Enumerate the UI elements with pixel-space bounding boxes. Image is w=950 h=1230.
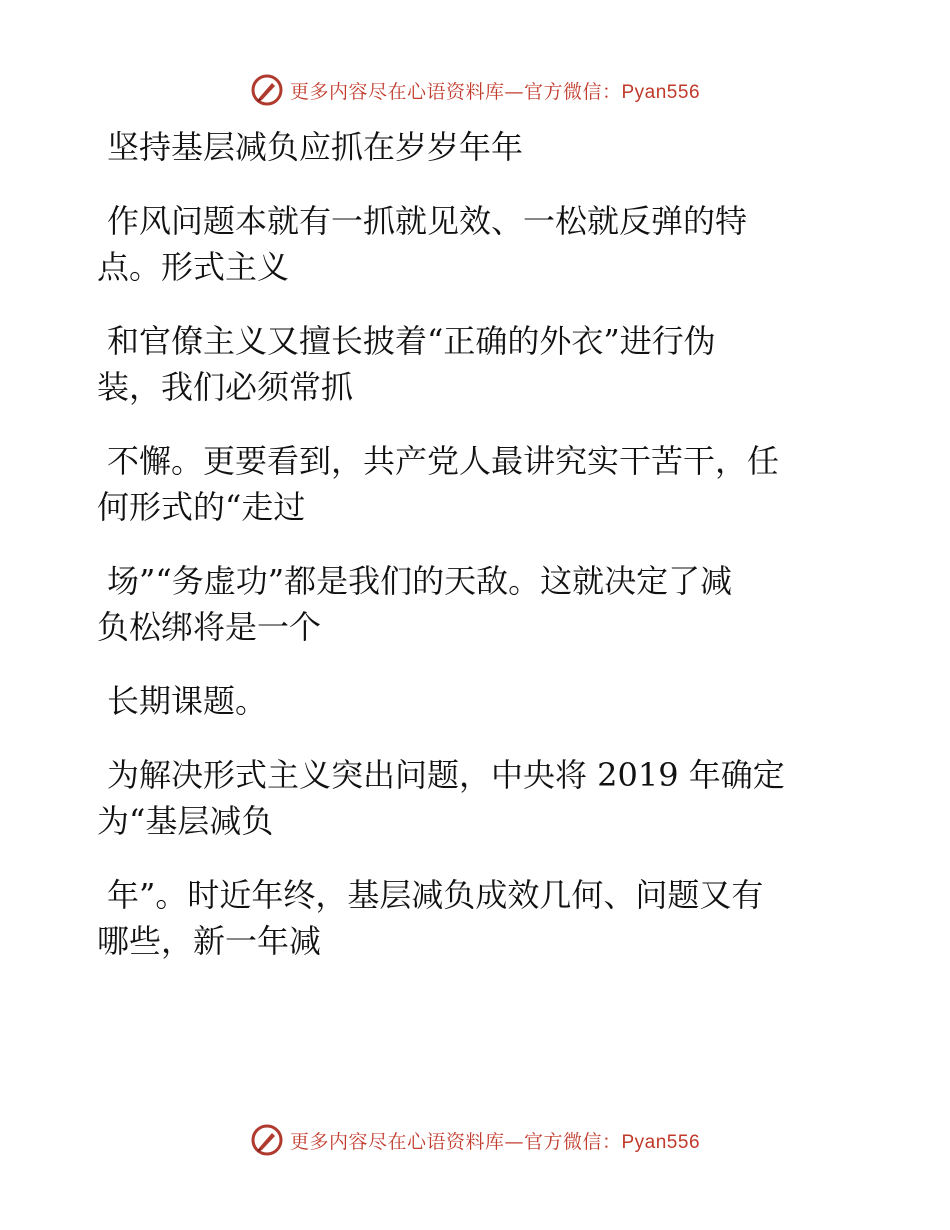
- text-line: 负松绑将是一个: [97, 608, 322, 646]
- wechat-id: Pyan556: [621, 1131, 701, 1153]
- paragraph: [97, 678, 837, 724]
- text-line: 坚持基层减负应抓在岁岁年年: [107, 128, 524, 166]
- text-line: 年”。时近年终，基层减负成效几何、问题又有: [107, 876, 764, 914]
- text-line: 长期课题。: [107, 682, 268, 720]
- pen-logo-icon: [250, 73, 284, 107]
- footer-banner: [0, 1120, 950, 1160]
- document-body: [97, 124, 837, 992]
- text-line: 装，我们必须常抓: [97, 368, 354, 406]
- paragraph: [97, 124, 837, 170]
- pen-logo-icon: [250, 1123, 284, 1157]
- text-line: 点。形式主义: [97, 248, 290, 286]
- text-line: 作风问题本就有一抓就见效、一松就反弹的特: [107, 202, 748, 240]
- banner-text: 更多内容尽在心语资料库—官方微信：Pyan556: [289, 1130, 701, 1153]
- text-line: 哪些，新一年减: [97, 922, 322, 960]
- text-line: 和官僚主义又擅长披着“正确的外衣”进行伪: [107, 322, 716, 360]
- text-line: 场”“务虚功”都是我们的天敌。这就决定了减: [107, 562, 733, 600]
- wechat-id: Pyan556: [621, 81, 701, 103]
- paragraph: [97, 318, 837, 410]
- text-line: 为“基层减负: [97, 802, 274, 840]
- paragraph: [97, 872, 837, 964]
- text-line: 不懈。更要看到，共产党人最讲究实干苦干，任: [107, 442, 780, 480]
- paragraph: [97, 438, 837, 530]
- header-banner: [0, 70, 950, 110]
- paragraph: [97, 198, 837, 290]
- paragraph: [97, 558, 837, 650]
- text-line: 何形式的“走过: [97, 488, 306, 526]
- paragraph: [97, 752, 837, 844]
- text-line: 为解决形式主义突出问题，中央将 2019 年确定: [107, 756, 785, 794]
- banner-text: 更多内容尽在心语资料库—官方微信：Pyan556: [289, 80, 701, 103]
